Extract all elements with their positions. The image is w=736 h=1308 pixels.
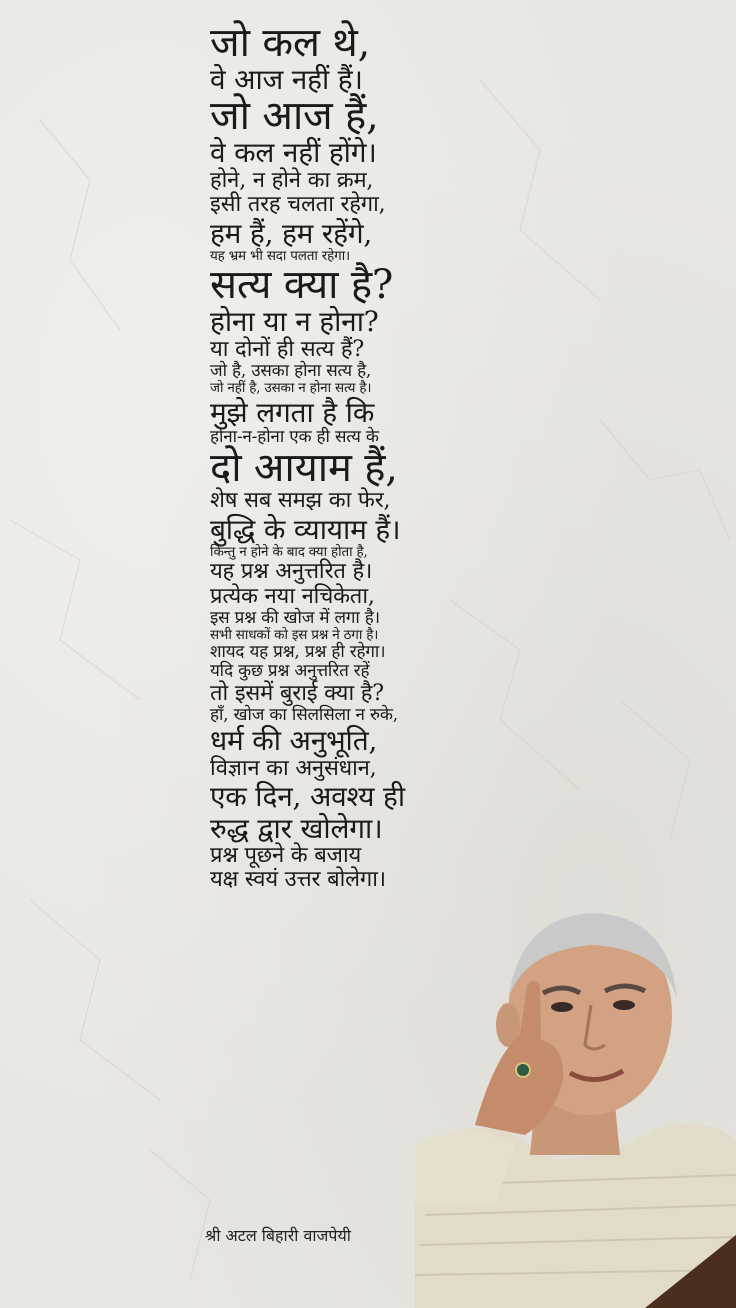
poem-line: हाँ, खोज का सिलसिला न रुके, <box>210 705 398 726</box>
poem-line: हम हैं, हम रहेंगे, <box>210 216 373 250</box>
poem-line: वे आज नहीं हैं। <box>210 63 363 96</box>
poem-line: जो कल थे, <box>210 20 371 66</box>
poem-line: किन्तु न होने के बाद क्या होता है, <box>210 543 368 560</box>
poem-line: शायद यह प्रश्न, प्रश्न ही रहेगा। <box>210 642 386 663</box>
poem-line: जो है, उसका होना सत्य है, <box>210 361 372 382</box>
poem-line: रुद्ध द्वार खोलेगा। <box>210 811 383 845</box>
poem-text <box>210 22 415 893</box>
poem-line: प्रत्येक नया नचिकेता, <box>210 583 375 609</box>
poem-line: एक दिन, अवश्य ही <box>210 780 405 814</box>
poem-line: सभी साधकों को इस प्रश्न ने ठगा है। <box>210 627 379 644</box>
poem-line: इस प्रश्न की खोज में लगा है। <box>210 608 380 629</box>
poem-line: मुझे लगता है कि <box>210 395 375 429</box>
poem-line: तो इसमें बुराई क्या है? <box>210 680 384 706</box>
poem-line: दो आयाम हैं, <box>210 444 398 491</box>
poem-line: सत्य क्या है? <box>210 262 394 309</box>
poem-line: यह प्रश्न अनुत्तरित है। <box>210 559 373 585</box>
poem-line: होना-न-होना एक ही सत्य के <box>210 426 379 447</box>
poem-line: होना या न होना? <box>210 305 379 339</box>
author-signature: श्री अटल बिहारी वाजपेयी <box>205 1226 351 1245</box>
poem-line: या दोनों ही सत्य हैं? <box>210 336 364 362</box>
poem-line: यह भ्रम भी सदा पलता रहेगा। <box>210 248 350 265</box>
poem-line: प्रश्न पूछने के बजाय <box>210 842 362 868</box>
poem-line: होने, न होने का क्रम, <box>210 167 374 193</box>
poem-line: यक्ष स्वयं उत्तर बोलेगा। <box>210 867 386 893</box>
poem-line: बुद्धि के व्यायाम हैं। <box>210 512 401 546</box>
poem-line: जो आज हैं, <box>210 93 379 140</box>
poem-line: जो नहीं है, उसका न होना सत्य है। <box>210 380 372 397</box>
poem-line: शेष सब समझ का फेर, <box>210 487 391 513</box>
poem-line: विज्ञान का अनुसंधान, <box>210 755 377 781</box>
poem-line: धर्म की अनुभूति, <box>210 724 378 758</box>
poem-line: यदि कुछ प्रश्न अनुत्तरित रहें <box>210 661 370 682</box>
portrait-photo <box>415 905 736 1308</box>
poem-line: वे कल नहीं होंगे। <box>210 136 377 170</box>
poem-line: इसी तरह चलता रहेगा, <box>210 192 386 218</box>
